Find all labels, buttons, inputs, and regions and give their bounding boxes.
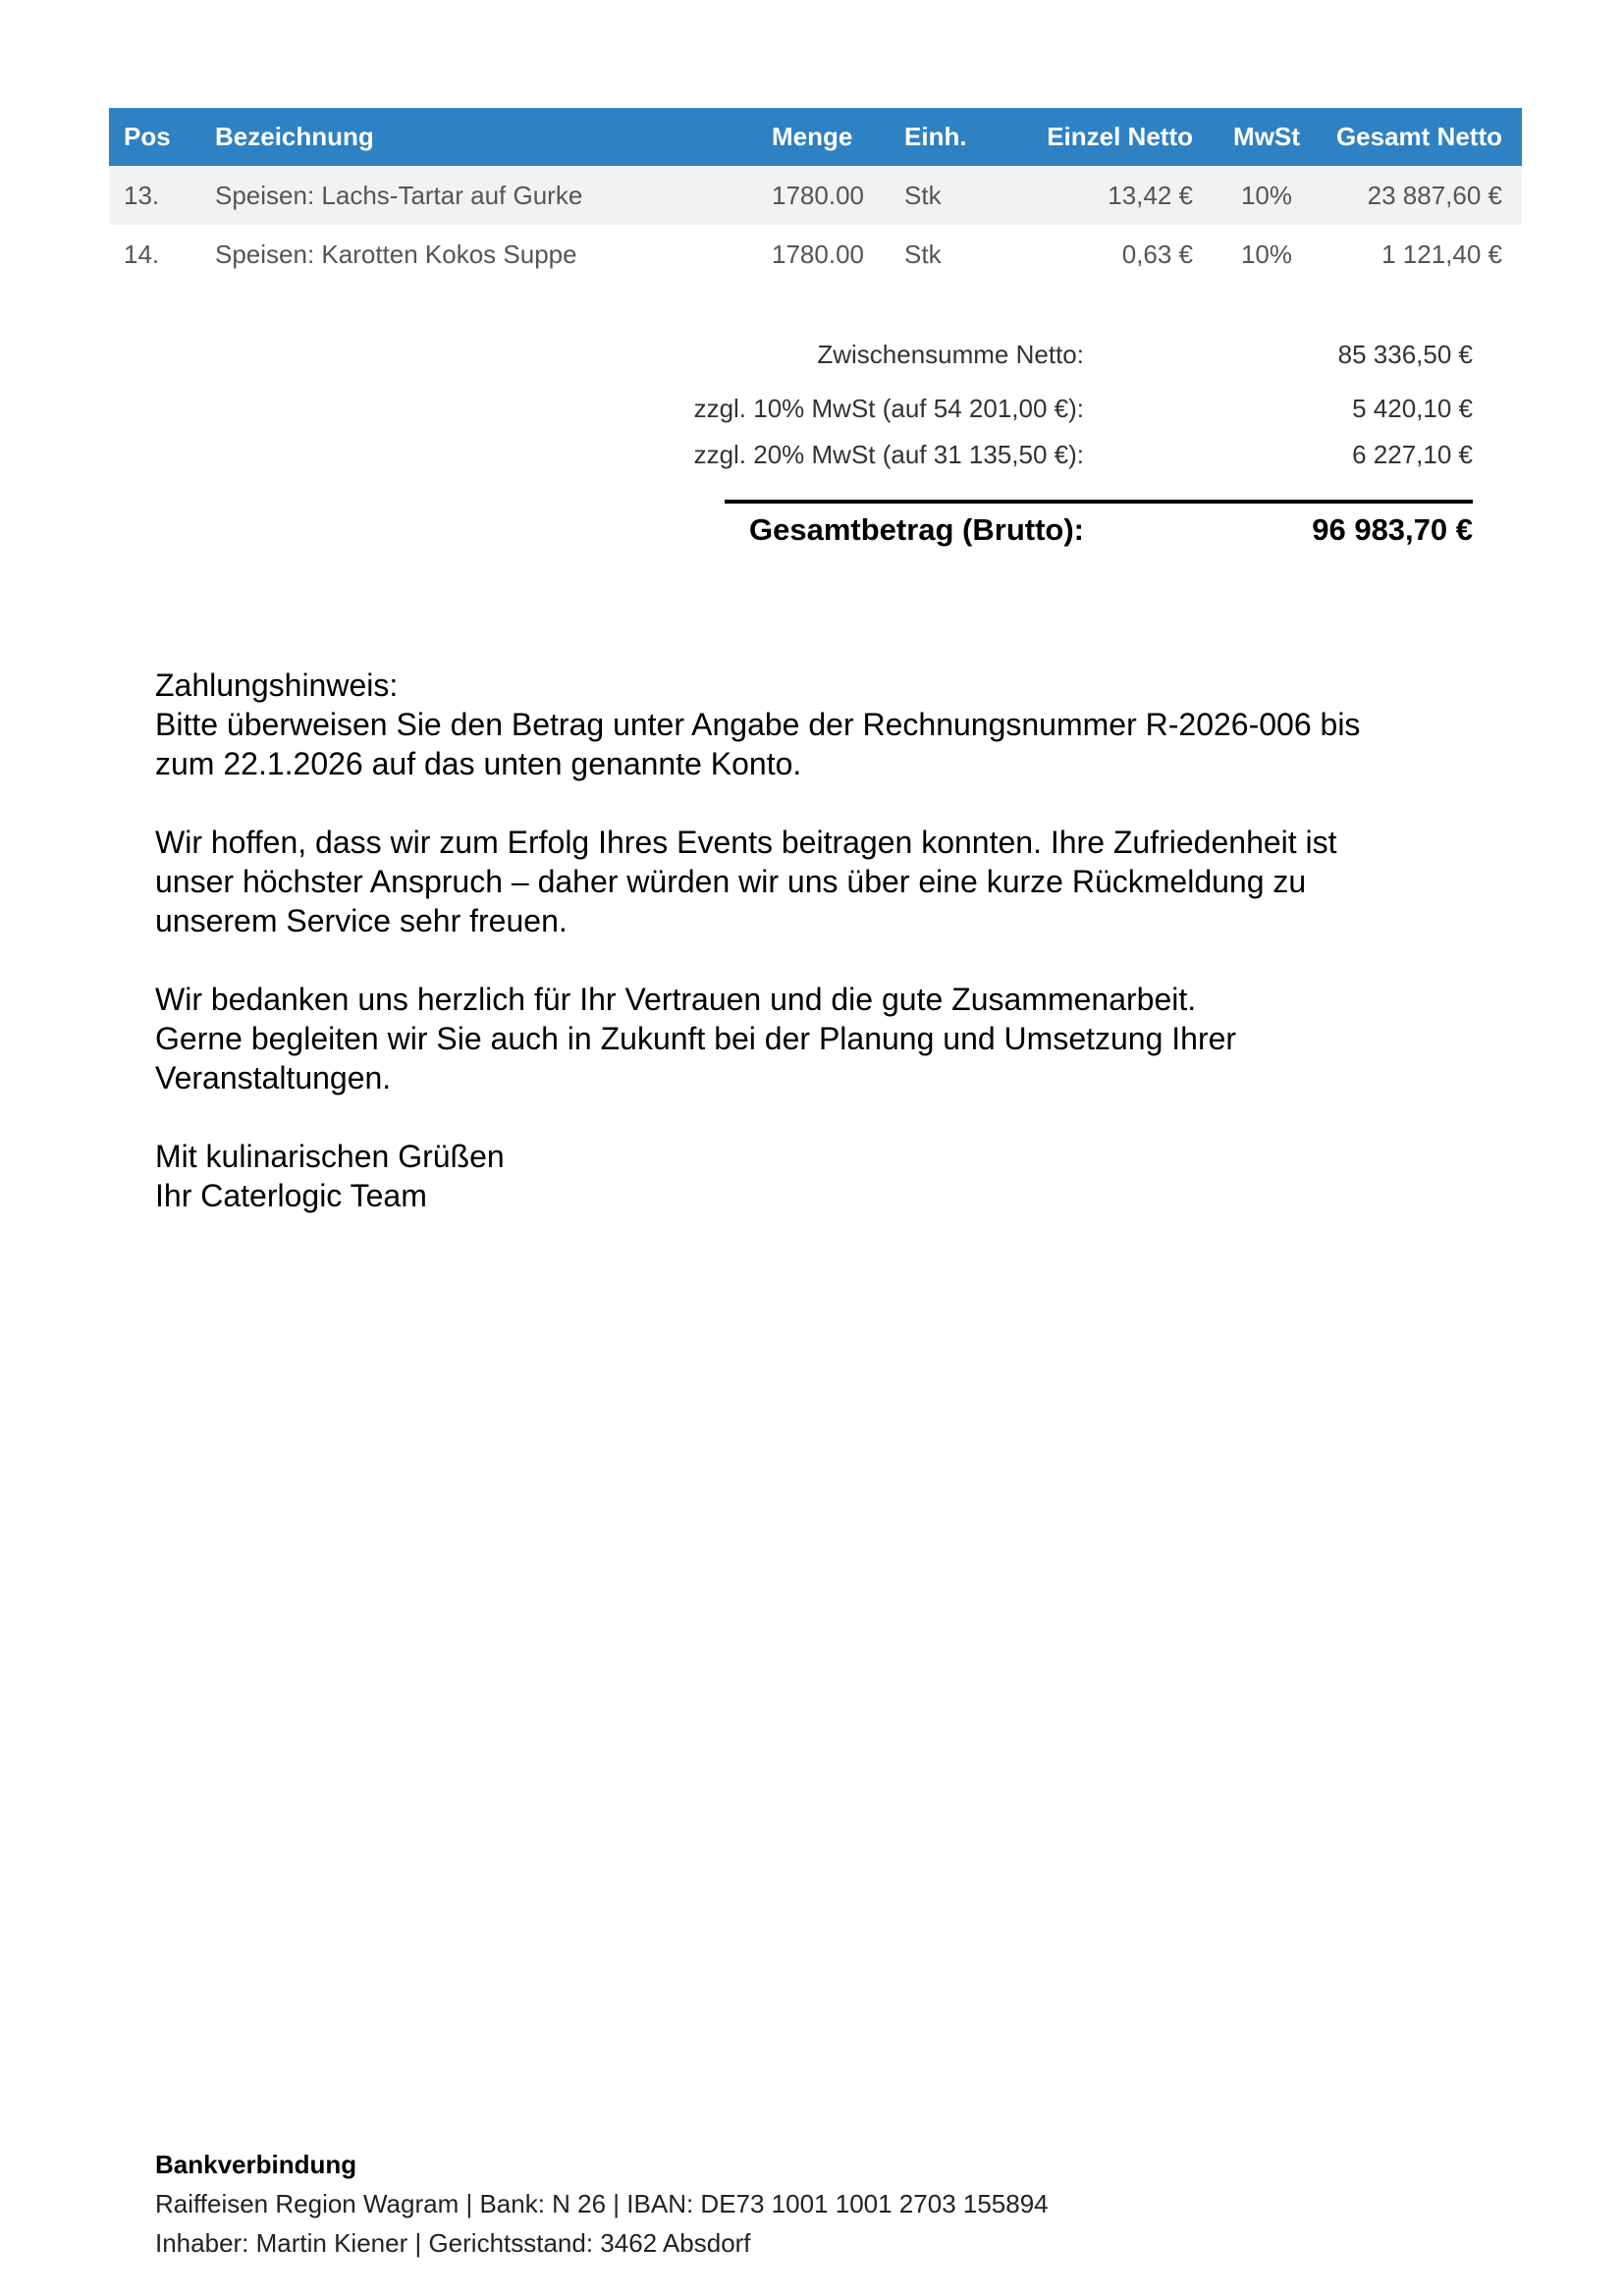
totals-block xyxy=(589,0,1473,589)
owner-details-line: Inhaber: Martin Kiener | Gerichtsstand: 3462 Absdorf xyxy=(155,2228,751,2258)
text-line: Gerne begleiten wir Sie auch in Zukunft bei der Planung und Umsetzung Ihrer xyxy=(155,1021,1237,1056)
col-header-description: Bezeichnung xyxy=(215,108,772,166)
col-header-quantity: Menge xyxy=(772,108,904,166)
text-line: Wir bedanken uns herzlich für Ihr Vertrauen und die gute Zusammenarbeit. xyxy=(155,982,1197,1017)
subtotal-label: Zwischensumme Netto: xyxy=(817,340,1084,369)
text-line: Veranstaltungen. xyxy=(155,1060,392,1095)
grand-total-label: Gesamtbetrag (Brutto): xyxy=(748,512,1084,547)
grand-total-value: 96 983,70 € xyxy=(1312,512,1473,547)
thanks-paragraph xyxy=(155,980,1471,1097)
cell-vat: 10% xyxy=(1215,225,1319,284)
col-header-pos: Pos xyxy=(109,108,215,166)
payment-note-heading: Zahlungshinweis: xyxy=(155,667,399,703)
closing-paragraph xyxy=(155,1137,1471,1215)
vat10-value: 5 420,10 € xyxy=(1352,394,1473,423)
cell-description: Speisen: Lachs-Tartar auf Gurke xyxy=(215,166,772,225)
payment-note-paragraph xyxy=(155,666,1471,783)
col-header-unit: Einh. xyxy=(904,108,1026,166)
cell-description: Speisen: Karotten Kokos Suppe xyxy=(215,225,772,284)
vat20-value: 6 227,10 € xyxy=(1352,440,1473,469)
text-line: Bitte überweisen Sie den Betrag unter Angabe der Rechnungsnummer R-2026-006 bis xyxy=(155,707,1361,742)
letter-body xyxy=(155,666,1471,1215)
closing-greeting: Mit kulinarischen Grüßen xyxy=(155,1139,505,1174)
col-header-vat: MwSt xyxy=(1215,108,1319,166)
cell-quantity: 1780.00 xyxy=(772,225,904,284)
feedback-paragraph xyxy=(155,823,1471,940)
vat20-label: zzgl. 20% MwSt (auf 31 135,50 €): xyxy=(693,440,1084,469)
totals-divider xyxy=(725,500,1473,504)
cell-quantity: 1780.00 xyxy=(772,166,904,225)
signature: Ihr Caterlogic Team xyxy=(155,1178,427,1213)
text-line: zum 22.1.2026 auf das unten genannte Konto. xyxy=(155,746,802,781)
cell-total: 23 887,60 € xyxy=(1319,166,1522,225)
col-header-unit-price: Einzel Netto xyxy=(1026,108,1215,166)
cell-unit: Stk xyxy=(904,225,1026,284)
cell-total: 1 121,40 € xyxy=(1319,225,1522,284)
bank-details-title: Bankverbindung xyxy=(155,2150,357,2179)
subtotal-value: 85 336,50 € xyxy=(1337,340,1473,369)
cell-unit: Stk xyxy=(904,166,1026,225)
text-line: unser höchster Anspruch – daher würden wir uns über eine kurze Rückmeldung zu xyxy=(155,864,1307,899)
text-line: Wir hoffen, dass wir zum Erfolg Ihres Events beitragen konnten. Ihre Zufriedenheit ist xyxy=(155,825,1337,860)
col-header-total: Gesamt Netto xyxy=(1319,108,1522,166)
bank-details-line: Raiffeisen Region Wagram | Bank: N 26 | IBAN: DE73 1001 1001 2703 155894 xyxy=(155,2189,1049,2218)
cell-unit-price: 0,63 € xyxy=(1026,225,1215,284)
cell-pos: 14. xyxy=(109,225,215,284)
vat10-label: zzgl. 10% MwSt (auf 54 201,00 €): xyxy=(693,394,1084,423)
bank-details-footer xyxy=(155,2145,1432,2263)
cell-vat: 10% xyxy=(1215,166,1319,225)
cell-pos: 13. xyxy=(109,166,215,225)
text-line: unserem Service sehr freuen. xyxy=(155,903,568,938)
cell-unit-price: 13,42 € xyxy=(1026,166,1215,225)
